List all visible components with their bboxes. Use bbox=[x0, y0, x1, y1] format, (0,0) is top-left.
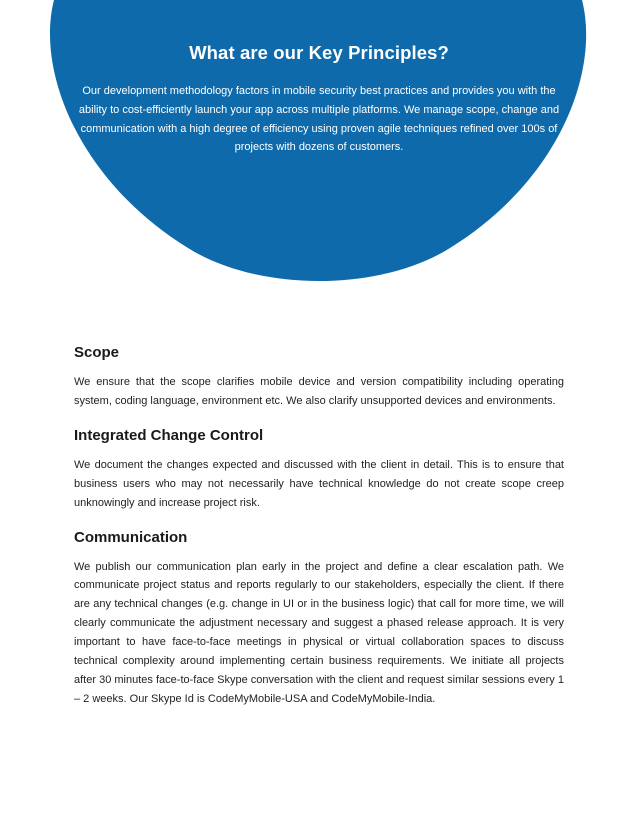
section-integrated-change-control bbox=[74, 425, 564, 513]
section-heading-change-control: Integrated Change Control bbox=[74, 426, 264, 444]
page-title: What are our Key Principles? bbox=[189, 42, 449, 63]
section-body-communication: We publish our communication plan early in the project and define a clear escalation path. We communicate project status and reports regularly to our stakeholders, especially the client. If there are any technical changes (e.g. change in UI or in the business logic) that call for more time, we will clearly communicate the adjustment necessary and suggest a phased release approach. It is very important to have face-to-face meetings in physical or virtual collaboration spaces to discuss technical complexity around implementing certain business requirements. We initiate all projects after 30 minutes face-to-face Skype conversation with the client and request similar sessions every 1 – 2 weeks. Our Skype Id is CodeMyMobile-USA and CodeMyMobile-India. bbox=[74, 560, 564, 705]
section-body-scope: We ensure that the scope clarifies mobile device and version compatibility including operating system, coding language, environment etc. We also clarify unsupported devices and environments. bbox=[74, 376, 564, 407]
section-body-change-control: We document the changes expected and discussed with the client in detail. This is to ensure that business users who may not necessarily have technical knowledge do not create scope creep unknowingly and increase project risk. bbox=[74, 458, 564, 509]
header-banner bbox=[0, 0, 638, 330]
section-communication bbox=[74, 527, 564, 709]
main-content bbox=[74, 342, 564, 723]
intro-paragraph: Our development methodology factors in mobile security best practices and provides you with the ability to cost-efficiently launch your app across multiple platforms. We manage scope, change and communication with a high degree of efficiency using proven agile techniques refined over 100s of projects with dozens of customers. bbox=[78, 85, 560, 154]
section-heading-communication: Communication bbox=[74, 528, 188, 546]
section-heading-scope: Scope bbox=[74, 344, 120, 361]
section-scope bbox=[74, 342, 564, 411]
